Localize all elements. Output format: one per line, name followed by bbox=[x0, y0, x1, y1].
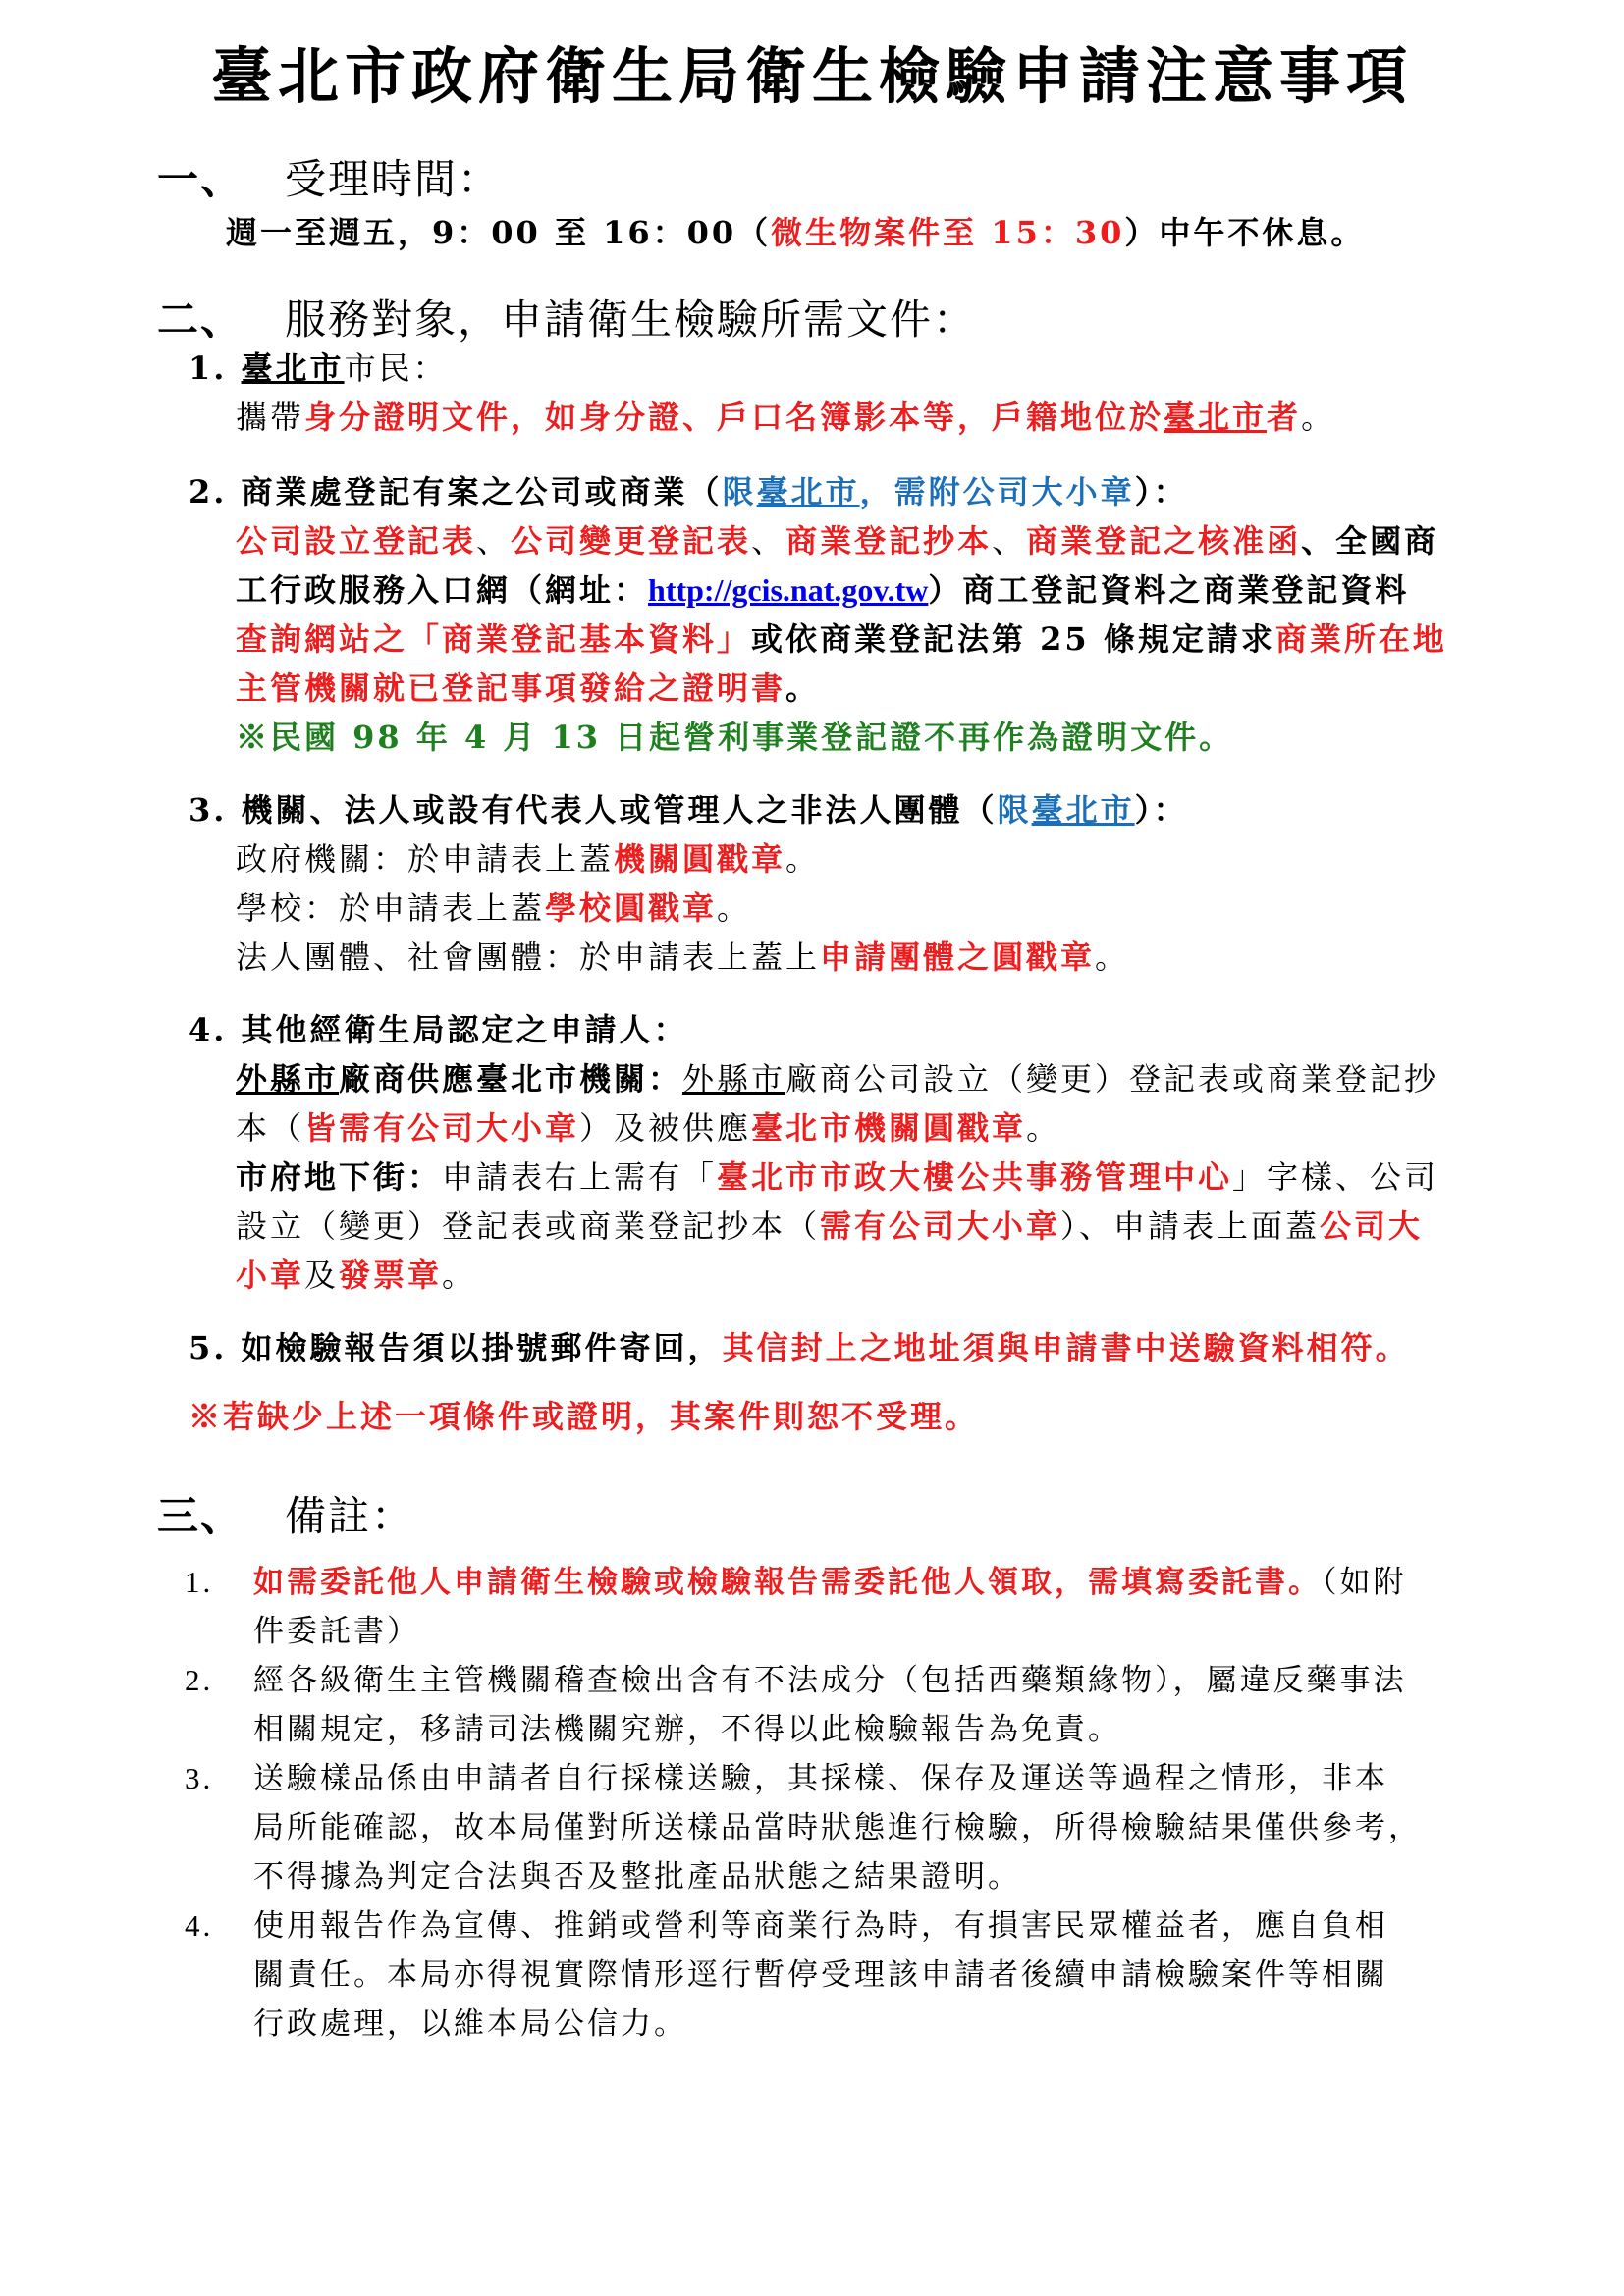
item-2-line-1: 公司設立登記表、公司變更登記表、商業登記抄本、商業登記之核准函、全國商 bbox=[236, 522, 1439, 560]
note-1-line-1: 1. 如需委託他人申請衛生檢驗或檢驗報告需委託他人領取，需填寫委託書。（如附 bbox=[185, 1565, 1407, 1600]
item-5: 5. 如檢驗報告須以掛號郵件寄回，其信封上之地址須與申請書中送驗資料相符。 bbox=[189, 1329, 1410, 1366]
section-2-heading: 二、 服務對象，申請衛生檢驗所需文件： bbox=[157, 295, 977, 344]
section-1-heading: 一、 受理時間： bbox=[157, 155, 502, 203]
note-2-line-1: 2. 經各級衛生主管機關稽查檢出含有不法成分（包括西藥類緣物），屬違反藥事法 bbox=[185, 1663, 1407, 1698]
warning-note: ※若缺少上述一項條件或證明，其案件則恕不受理。 bbox=[189, 1398, 980, 1435]
gcis-link[interactable]: http://gcis.nat.gov.tw bbox=[648, 572, 929, 608]
item-3-line-2: 學校：於申請表上蓋學校圓戳章。 bbox=[236, 889, 752, 927]
business-hours: 週一至週五，9：00 至 16：00（微生物案件至 15：30）中午不休息。 bbox=[226, 214, 1366, 251]
note-3-line-3: 不得據為判定合法與否及整批產品狀態之結果證明。 bbox=[253, 1859, 1021, 1895]
item-2-green-note: ※民國 98 年 4 月 13 日起營利事業登記證不再作為證明文件。 bbox=[236, 719, 1234, 756]
note-2-line-2: 相關規定，移請司法機關究辦，不得以此檢驗報告為免責。 bbox=[253, 1712, 1121, 1747]
item-1-label: 1. 臺北市市民： bbox=[189, 349, 448, 387]
item-2-label: 2. 商業處登記有案之公司或商業（限臺北市，需附公司大小章）： bbox=[189, 473, 1188, 510]
note-4-line-3: 行政處理，以維本局公信力。 bbox=[253, 2006, 687, 2042]
item-2-line-3: 查詢網站之「商業登記基本資料」或依商業登記法第 25 條規定請求商業所在地 bbox=[236, 620, 1447, 658]
item-2-line-2: 工行政服務入口網（網址：http://gcis.nat.gov.tw）商工登記資料之商業登記資料 bbox=[236, 571, 1410, 609]
item-2-line-4: 主管機關就已登記事項發給之證明書。 bbox=[236, 669, 821, 707]
item-3-line-3: 法人團體、社會團體：於申請表上蓋上申請團體之圓戳章。 bbox=[236, 938, 1130, 976]
note-3-line-1: 3. 送驗樣品係由申請者自行採樣送驗，其採樣、保存及運送等過程之情形，非本 bbox=[185, 1761, 1388, 1796]
note-4-line-1: 4. 使用報告作為宣傳、推銷或營利等商業行為時，有損害民眾權益者，應自負相 bbox=[185, 1908, 1388, 1944]
page-title: 臺北市政府衛生局衛生檢驗申請注意事項 bbox=[210, 40, 1413, 112]
item-4-line-2: 本（皆需有公司大小章）及被供應臺北市機關圓戳章。 bbox=[236, 1109, 1061, 1147]
item-4-line-4: 設立（變更）登記表或商業登記抄本（需有公司大小章）、申請表上面蓋公司大 bbox=[236, 1207, 1424, 1245]
item-4-line-3: 市府地下街：申請表右上需有「臺北市市政大樓公共事務管理中心」字樣、公司 bbox=[236, 1158, 1439, 1196]
item-4-label: 4. 其他經衛生局認定之申請人： bbox=[189, 1011, 688, 1048]
item-3-label: 3. 機關、法人或設有代表人或管理人之非法人團體（限臺北市）： bbox=[189, 791, 1188, 828]
item-4-line-5: 小章及發票章。 bbox=[236, 1256, 477, 1294]
item-1-line-1: 攜帶身分證明文件，如身分證、戶口名簿影本等，戶籍地位於臺北市者。 bbox=[236, 399, 1336, 436]
item-4-line-1: 外縣市廠商供應臺北市機關：外縣市廠商公司設立（變更）登記表或商業登記抄 bbox=[236, 1060, 1439, 1097]
section-3-heading: 三、 備註： bbox=[157, 1492, 415, 1540]
item-3-line-1: 政府機關：於申請表上蓋機關圓戳章。 bbox=[236, 840, 821, 878]
note-1-line-2: 件委託書） bbox=[253, 1614, 420, 1649]
note-3-line-2: 局所能確認，故本局僅對所送樣品當時狀態進行檢驗，所得檢驗結果僅供參考， bbox=[253, 1810, 1422, 1845]
note-4-line-2: 關責任。本局亦得視實際情形逕行暫停受理該申請者後續申請檢驗案件等相關 bbox=[253, 1957, 1388, 1993]
